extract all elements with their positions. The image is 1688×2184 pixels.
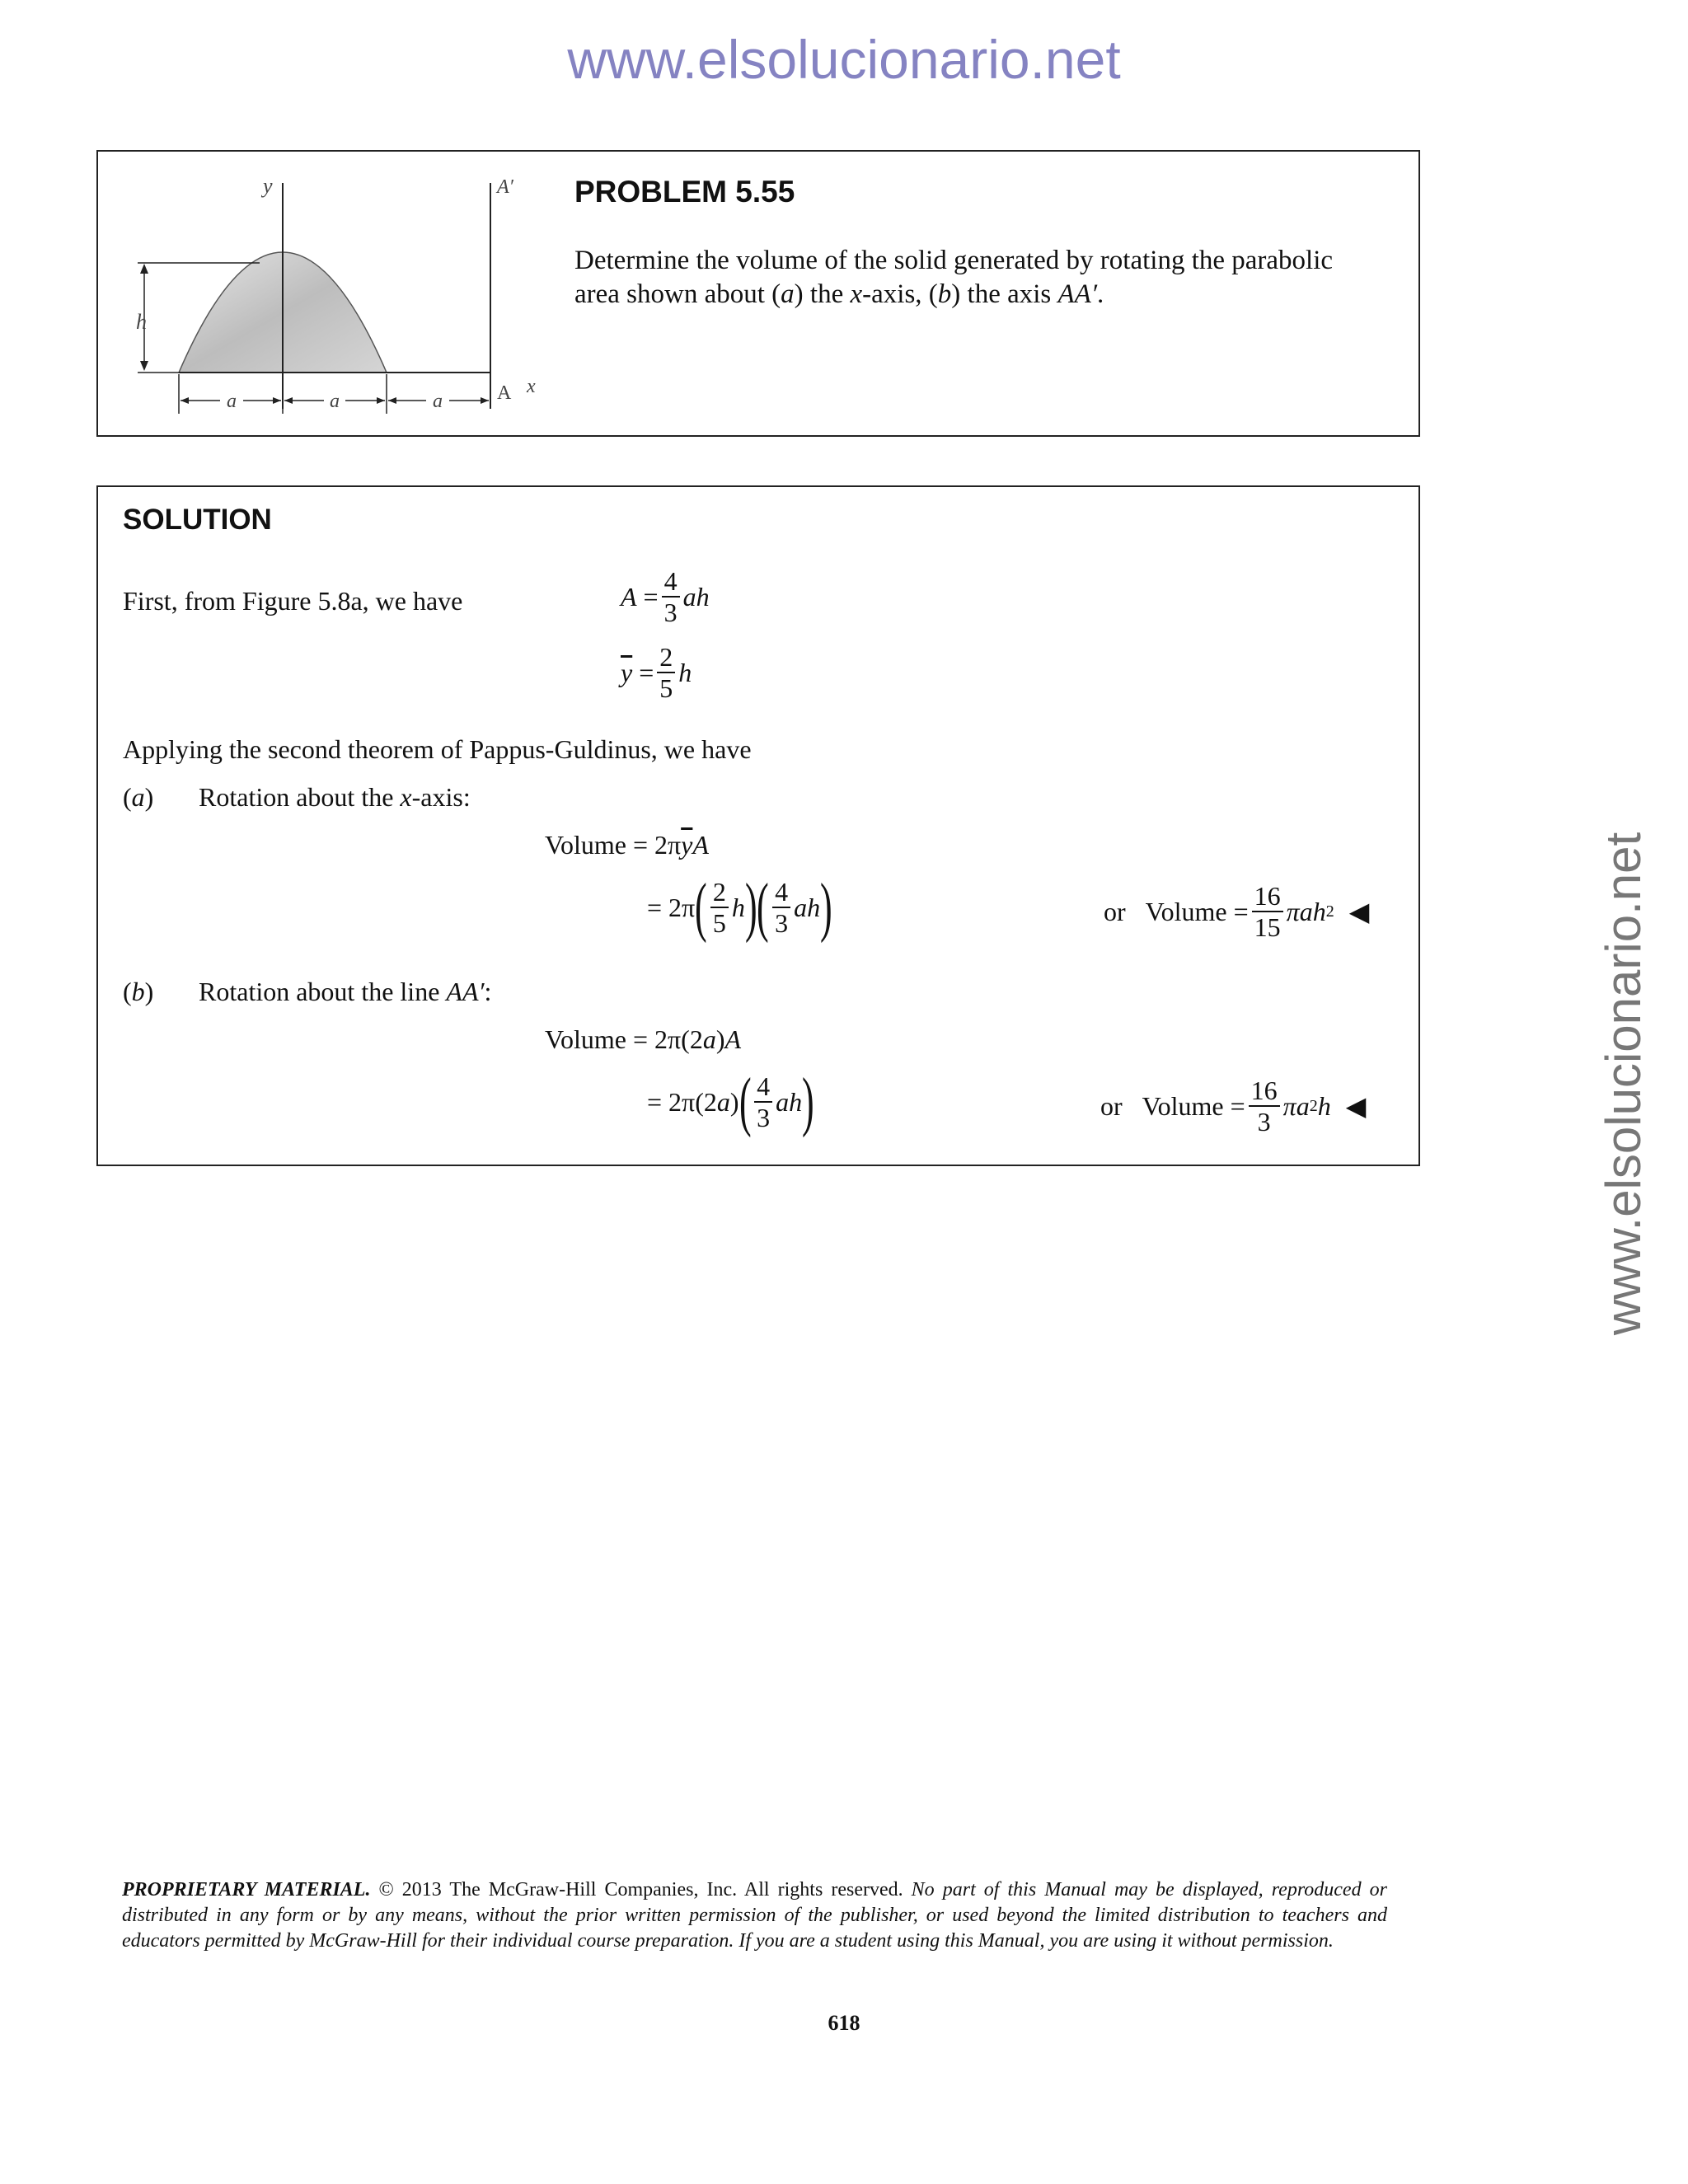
intro-text: First, from Figure 5.8a, we have	[123, 586, 463, 616]
watermark-top: www.elsolucionario.net	[567, 29, 1121, 90]
part-a-answer: or Volume = $\frac{16}{15}$ πah 2 ◀	[1104, 881, 1370, 942]
part-b-text: Rotation about the line AA′:	[199, 977, 492, 1006]
copyright-footer: PROPRIETARY MATERIAL. © 2013 The McGraw-Hill Companies, Inc. All rights reserved. No part of this Manual may be displayed, reproduced or distributed in any form or by any means, without the prior written permission of the publisher, or used beyond the limited distribution to teachers and educators permitted by McGraw-Hill for their individual course preparation. If you are a student using this Manual, you are using it without permission.	[122, 1879, 1387, 1952]
x-label: x	[527, 376, 536, 397]
dim-a-1-label: a	[227, 391, 237, 412]
h-arrow-up	[140, 264, 148, 274]
part-a-label: (a)	[123, 782, 154, 812]
a-prime-label: A′	[497, 176, 513, 198]
part-b-label: (b)	[123, 977, 154, 1006]
answer-marker-b: ◀	[1345, 1091, 1367, 1121]
part-b-volume-line1: Volume = 2π(2a)A	[545, 1024, 742, 1054]
y-label: y	[263, 174, 273, 198]
a-point-label: A	[497, 382, 512, 404]
part-a-volume-line2: = 2π ( $\frac{2}{5}$ h ) ( $\frac{4}{3}$ ah )	[647, 871, 832, 944]
h-arrow-down	[140, 361, 148, 371]
pappus-text: Applying the second theorem of Pappus-Guldinus, we have	[123, 734, 752, 764]
parabolic-area-figure	[98, 152, 560, 432]
h-label: h	[136, 310, 147, 334]
area-equation: A = $\frac{4}{3}$ ah	[621, 566, 710, 627]
part-b-answer: or Volume = $\frac{16}{3}$ πa 2 h ◀	[1100, 1076, 1367, 1137]
problem-statement: Determine the volume of the solid generated by rotating the parabolic area shown about (a) the x-axis, (b) the axis AA′.	[574, 246, 1334, 309]
problem-title: PROBLEM 5.55	[574, 175, 795, 209]
watermark-side: www.elsolucionario.net	[1596, 832, 1651, 1336]
page-number: 618	[828, 2011, 860, 2035]
problem-box	[96, 150, 1420, 437]
answer-marker-a: ◀	[1348, 897, 1370, 926]
solution-title: SOLUTION	[123, 504, 272, 536]
dim-a-3-label: a	[433, 391, 443, 412]
dim-a-2-label: a	[330, 391, 340, 412]
solution-box	[96, 485, 1420, 1166]
part-a-text: Rotation about the x-axis:	[199, 782, 471, 812]
part-b-volume-line2: = 2π(2 a ) ( $\frac{4}{3}$ ah )	[647, 1066, 814, 1138]
part-a-volume-line1: Volume = $2\pi\overline{y}A$	[545, 830, 709, 860]
centroid-equation: $\overline{y}$ = $\frac{2}{5}$ h	[621, 642, 692, 703]
